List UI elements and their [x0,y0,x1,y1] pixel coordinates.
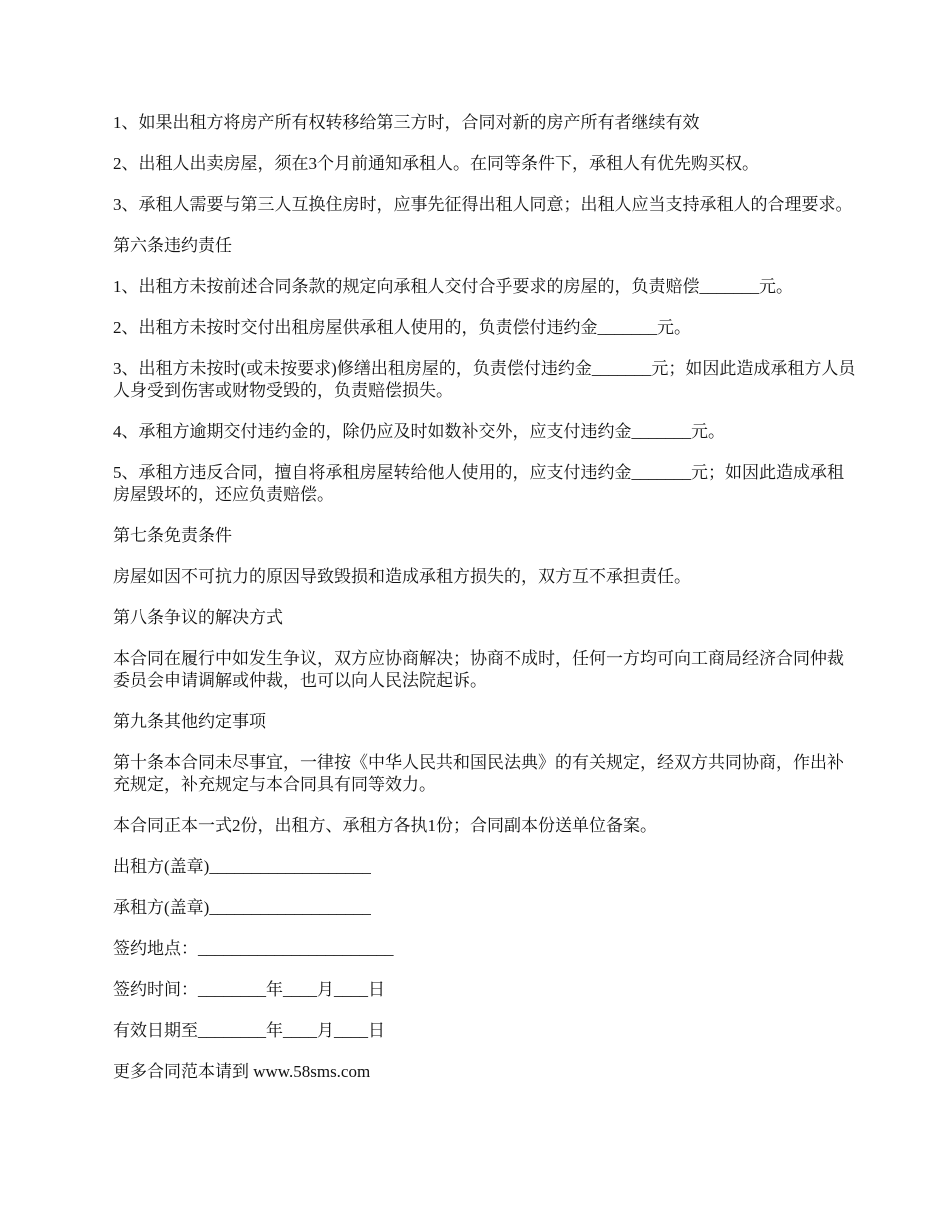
valid-until-date: 有效日期至________年____月____日 [113,1021,385,1040]
clause-breach-3: 3、出租方未按时(或未按要求)修缮出租房屋的，负责偿付违约金_______元；如因此造成承租方人员人身受到伤害或财物受毁的，负责赔偿损失。 [113,359,856,400]
clause-copies: 本合同正本一式2份，出租方、承租方各执1份；合同副本份送单位备案。 [113,816,657,835]
clause-supplementary-provisions: 第十条本合同未尽事宜，一律按《中华人民共和国民法典》的有关规定，经双方共同协商，作出补充规定，补充规定与本合同具有同等效力。 [113,753,844,794]
clause-breach-1: 1、出租方未按前述合同条款的规定向承租人交付合乎要求的房屋的，负责赔偿_______元。 [113,277,793,296]
signing-location: 签约地点：_______________________ [113,939,394,958]
more-templates-link: 更多合同范本请到 www.58sms.com [113,1062,371,1081]
section-heading-breach-liability: 第六条违约责任 [113,236,232,255]
clause-dispute-resolution: 本合同在履行中如发生争议，双方应协商解决；协商不成时，任何一方均可向工商局经济合同仲裁委员会申请调解或仲裁，也可以向人民法院起诉。 [113,649,844,690]
section-heading-other-matters: 第九条其他约定事项 [113,712,266,731]
document-body [113,112,858,1102]
clause-transfer-ownership: 1、如果出租方将房产所有权转移给第三方时，合同对新的房产所有者继续有效 [113,113,700,132]
clause-sale-notice: 2、出租人出卖房屋，须在3个月前通知承租人。在同等条件下，承租人有优先购买权。 [113,154,759,173]
section-heading-dispute-resolution: 第八条争议的解决方式 [113,608,283,627]
clause-breach-2: 2、出租方未按时交付出租房屋供承租人使用的，负责偿付违约金_______元。 [113,318,691,337]
section-heading-exemption: 第七条免责条件 [113,526,232,545]
signing-date: 签约时间：________年____月____日 [113,980,385,999]
clause-housing-exchange: 3、承租人需要与第三人互换住房时，应事先征得出租人同意；出租人应当支持承租人的合理要求。 [113,195,853,214]
clause-breach-4: 4、承租方逾期交付违约金的，除仍应及时如数补交外，应支付违约金_______元。 [113,422,725,441]
clause-force-majeure: 房屋如因不可抗力的原因导致毁损和造成承租方损失的，双方互不承担责任。 [113,567,691,586]
clause-breach-5: 5、承租方违反合同，擅自将承租房屋转给他人使用的，应支付违约金_______元；如因此造成承租房屋毁坏的，还应负责赔偿。 [113,463,844,504]
signature-lessor: 出租方(盖章)___________________ [113,857,371,876]
signature-lessee: 承租方(盖章)___________________ [113,898,371,917]
